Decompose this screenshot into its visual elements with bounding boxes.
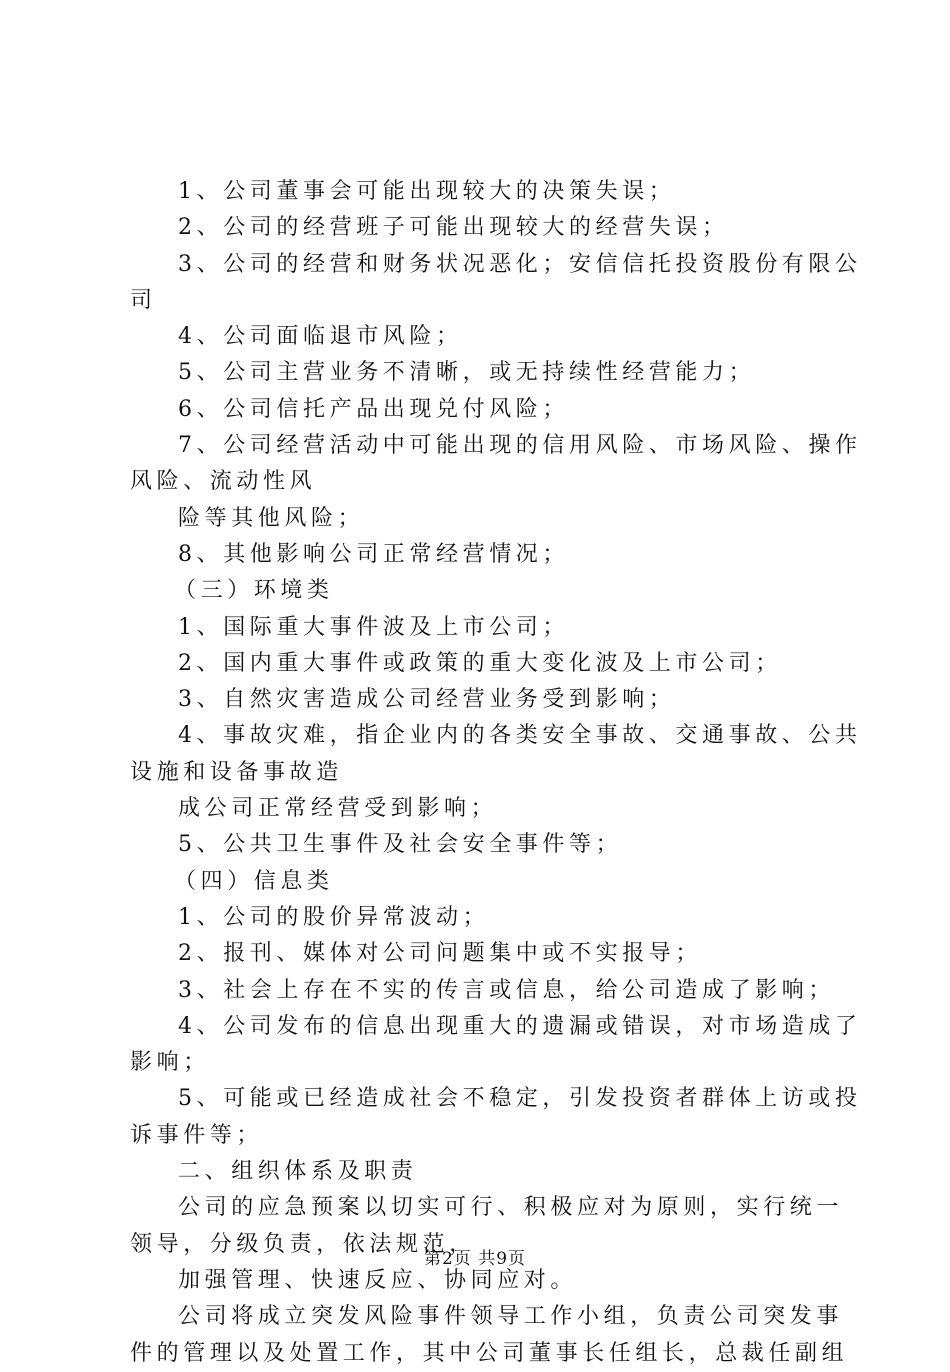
page-number: 第2页 共9页 [423,1249,527,1269]
list-item-4: 4、公司面临退市风险； [178,324,463,350]
list-item-7-continued-2: 险等其他风险； [178,505,365,531]
paragraph-1-line-2: 领导，分级负责，依法规范， [130,1231,476,1257]
list-item-5: 5、公司主营业务不清晰，或无持续性经营能力； [178,360,756,386]
info-item-4-continued: 影响； [130,1050,210,1076]
env-item-2: 2、国内重大事件或政策的重大变化波及上市公司； [178,650,782,676]
env-item-4-continued-2: 成公司正常经营受到影响； [178,796,498,822]
env-item-4: 4、事故灾难，指企业内的各类安全事故、交通事故、公共 [178,723,862,749]
env-item-5: 5、公共卫生事件及社会安全事件等； [178,832,623,858]
list-item-1: 1、公司董事会可能出现较大的决策失误； [178,179,676,204]
env-item-1: 1、国际重大事件波及上市公司； [178,614,569,640]
list-item-7-continued: 风险、流动性风 [130,469,317,495]
paragraph-1-line-1: 公司的应急预案以切实可行、积极应对为原则，实行统一 [178,1195,844,1221]
document-body [130,174,862,1372]
list-item-7: 7、公司经营活动中可能出现的信用风险、市场风险、操作 [178,433,862,459]
info-item-4: 4、公司发布的信息出现重大的遗漏或错误，对市场造成了 [178,1013,862,1039]
paragraph-2-line-2: 件的管理以及处置工作，其中公司董事长任组长，总裁任副组 [130,1340,849,1366]
list-item-3-continued: 司 [130,287,157,313]
info-item-3: 3、社会上存在不实的传言或信息，给公司造成了影响； [178,977,835,1003]
section-heading-organization: 二、组织体系及职责 [178,1159,418,1185]
list-item-6: 6、公司信托产品出现兑付风险； [178,396,569,422]
section-heading-environment: （三）环境类 [174,578,334,604]
list-item-2: 2、公司的经营班子可能出现较大的经营失误； [178,215,729,241]
list-item-8: 8、其他影响公司正常经营情况； [178,541,569,567]
list-item-3: 3、公司的经营和财务状况恶化；安信信托投资股份有限公 [178,251,862,277]
info-item-5: 5、可能或已经造成社会不稳定，引发投资者群体上访或投 [178,1086,862,1112]
env-item-4-continued: 设施和设备事故造 [130,759,343,785]
paragraph-1-line-3: 加强管理、快速反应、协同应对。 [178,1267,578,1293]
env-item-3: 3、自然灾害造成公司经营业务受到影响； [178,687,676,713]
info-item-5-continued: 诉事件等； [130,1122,264,1148]
paragraph-2-line-1: 公司将成立突发风险事件领导工作小组，负责公司突发事 [178,1304,844,1330]
info-item-1: 1、公司的股价异常波动； [178,904,490,930]
info-item-2: 2、报刊、媒体对公司问题集中或不实报导； [178,941,702,967]
section-heading-information: （四）信息类 [174,868,334,894]
